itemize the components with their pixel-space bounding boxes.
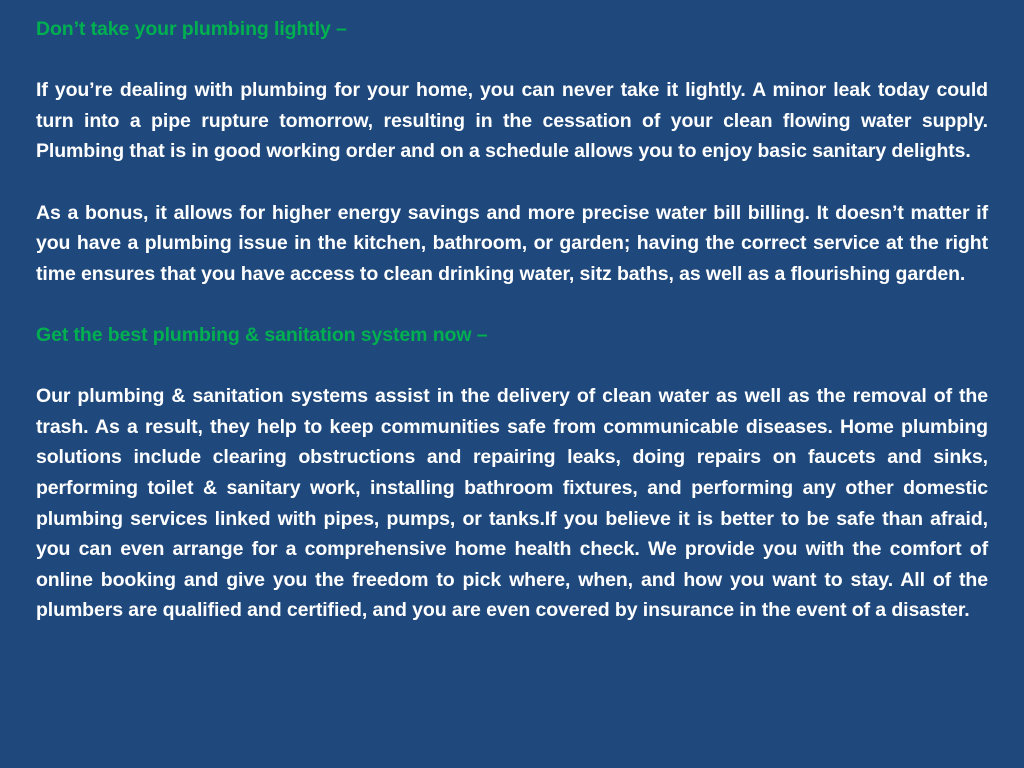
spacer <box>36 289 988 320</box>
paragraph-energy-savings: As a bonus, it allows for higher energy savings and more precise water bill billing. It doesn’t matter if you have a plumbing issue in the kitchen, bathroom, or garden; having the correct service at the right time ensures that you have access to clean drinking water, sitz baths, as well as a flourishing garden. <box>36 201 988 285</box>
section-heading-plumbing-lightly: Don’t take your plumbing lightly – <box>36 18 347 40</box>
spacer <box>36 167 988 198</box>
paragraph-sanitation-systems: Our plumbing & sanitation systems assist in the delivery of clean water as well as the removal of the trash. As a result, they help to keep communities safe from communicable diseases. Home plumbing solutions include clearing obstructions and repairing leaks, doing repairs on faucets and sinks, performing toilet & sanitary work, installing bathroom fixtures, and performing any other domestic plumbing services linked with pipes, pumps, or tanks.If you believe it is better to be safe than afraid, you can even arrange for a comprehensive home health check. We provide you with the comfort of online booking and give you the freedom to pick where, when, and how you want to stay. All of the plumbers are qualified and certified, and you are even covered by insurance in the event of a disaster. <box>36 385 988 622</box>
paragraph-plumbing-importance: If you’re dealing with plumbing for your home, you can never take it lightly. A minor leak today could turn into a pipe rupture tomorrow, resulting in the cessation of your clean flowing water supply. Plumbing that is in good working order and on a schedule allows you to enjoy basic sanitary delights. <box>36 79 988 163</box>
spacer <box>36 45 988 76</box>
section-heading-best-plumbing: Get the best plumbing & sanitation system now – <box>36 323 488 346</box>
spacer <box>36 351 988 382</box>
